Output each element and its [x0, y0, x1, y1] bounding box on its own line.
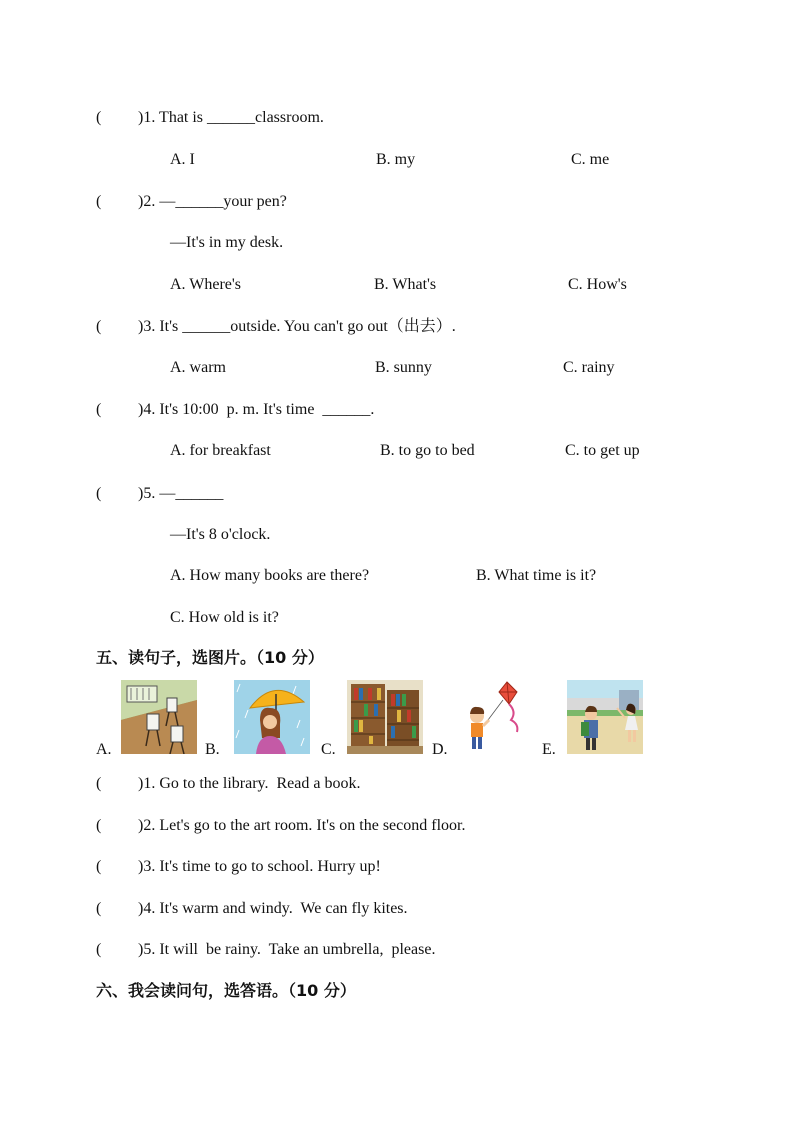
sentence-1: )1. Go to the library. Read a book.: [138, 775, 361, 792]
picture-letter-d: D.: [432, 741, 448, 758]
q2-option-b[interactable]: B. What's: [374, 276, 437, 293]
question-4-stem: )4. It's 10:00 p. m. It's time ______.: [138, 401, 375, 418]
sentence-3: )3. It's time to go to school. Hurry up!: [138, 858, 381, 875]
q4-option-b[interactable]: B. to go to bed: [380, 442, 475, 459]
question-2-stem: )2. —______your pen?: [138, 193, 287, 210]
answer-bracket[interactable]: (: [96, 775, 102, 792]
answer-bracket[interactable]: (: [96, 193, 102, 210]
answer-bracket[interactable]: (: [96, 941, 102, 958]
answer-bracket[interactable]: (: [96, 485, 102, 502]
picture-letter-b: B.: [205, 741, 220, 758]
question-5-stem: )5. —______: [138, 485, 224, 502]
question-2-answer-line: —It's in my desk.: [170, 234, 284, 251]
q1-option-a[interactable]: A. I: [170, 151, 195, 168]
art-room-easels-icon: [121, 680, 197, 754]
sentence-2: )2. Let's go to the art room. It's on the second floor.: [138, 817, 466, 834]
q5-option-b[interactable]: B. What time is it?: [476, 567, 597, 584]
q2-option-c[interactable]: C. How's: [568, 276, 627, 293]
picture-letter-a: A.: [96, 741, 112, 758]
q5-option-a[interactable]: A. How many books are there?: [170, 567, 370, 584]
picture-letter-c: C.: [321, 741, 336, 758]
q4-option-a[interactable]: A. for breakfast: [170, 442, 271, 459]
answer-bracket[interactable]: (: [96, 109, 102, 126]
answer-bracket[interactable]: (: [96, 858, 102, 875]
boy-flying-kite-icon: [459, 680, 535, 754]
question-5-answer-line: —It's 8 o'clock.: [170, 526, 271, 543]
q4-option-c[interactable]: C. to get up: [565, 442, 640, 459]
library-bookshelves-icon: [347, 680, 423, 754]
q3-option-a[interactable]: A. warm: [170, 359, 226, 376]
answer-bracket[interactable]: (: [96, 318, 102, 335]
q3-option-c[interactable]: C. rainy: [563, 359, 615, 376]
q2-option-a[interactable]: A. Where's: [170, 276, 242, 293]
answer-bracket[interactable]: (: [96, 401, 102, 418]
section-6-heading: 六、我会读问句，选答语。（10 分）: [96, 981, 356, 1000]
answer-bracket[interactable]: (: [96, 817, 102, 834]
children-going-to-school-icon: [567, 680, 643, 754]
section-5-heading: 五、读句子，选图片。（10 分）: [96, 648, 324, 667]
q1-option-b[interactable]: B. my: [376, 151, 416, 168]
q5-option-c[interactable]: C. How old is it?: [170, 609, 279, 626]
q1-option-c[interactable]: C. me: [571, 151, 610, 168]
question-3-stem: )3. It's ______outside. You can't go out（出去）.: [138, 318, 456, 335]
sentence-4: )4. It's warm and windy. We can fly kites.: [138, 900, 408, 917]
q3-option-b[interactable]: B. sunny: [375, 359, 432, 376]
answer-bracket[interactable]: (: [96, 900, 102, 917]
sentence-5: )5. It will be rainy. Take an umbrella, please.: [138, 941, 436, 958]
girl-with-umbrella-rain-icon: [234, 680, 310, 754]
question-1-stem: )1. That is ______classroom.: [138, 109, 324, 126]
picture-letter-e: E.: [542, 741, 556, 758]
